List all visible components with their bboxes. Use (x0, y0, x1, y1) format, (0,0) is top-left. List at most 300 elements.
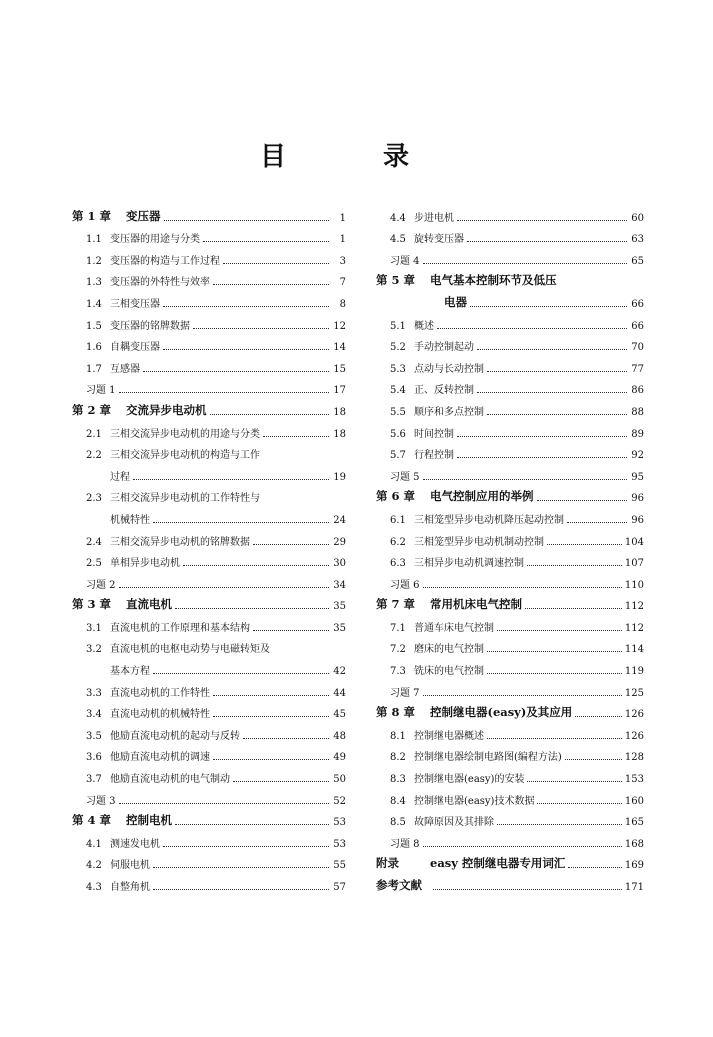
toc-section-entry (72, 440, 346, 462)
toc-entry-number: 第 5 章 (376, 273, 416, 288)
dot-leader (525, 608, 622, 609)
toc-page-number: 169 (624, 860, 644, 872)
toc-page-number: 18 (333, 428, 346, 440)
toc-entry-title: 手动控制起动 (414, 342, 474, 354)
toc-section-entry (72, 353, 346, 375)
toc-page-number: 7 (339, 277, 346, 289)
toc-page-number: 19 (333, 471, 346, 483)
toc-entry-number: 6.3 (390, 558, 406, 570)
toc-chapter-entry (376, 267, 644, 289)
toc-page-number: 60 (631, 212, 644, 224)
toc-section-entry (72, 634, 346, 656)
toc-chapter-entry (72, 591, 346, 613)
toc-entry-number: 1.4 (86, 298, 102, 310)
dot-leader (477, 392, 627, 393)
toc-exercise-entry (376, 461, 644, 483)
toc-section-entry (376, 224, 644, 246)
toc-entry-title: 他励直流电动机的电气制动 (110, 774, 230, 786)
toc-entry-title: 控制继电器(easy)的安装 (414, 774, 525, 786)
toc-entry-number: 第 7 章 (376, 597, 416, 612)
toc-column-left (72, 202, 346, 893)
toc-page-number: 104 (624, 536, 644, 548)
toc-page-number: 35 (333, 622, 346, 634)
toc-page-number: 57 (333, 882, 346, 893)
toc-entry-title: 习题 2 (86, 579, 116, 591)
toc-entry-title: 基本方程 (110, 666, 150, 678)
toc-entry-title: 三相交流异步电动机的用途与分类 (110, 428, 260, 440)
dot-leader (497, 824, 622, 825)
dot-leader (163, 846, 329, 847)
toc-section-entry (376, 655, 644, 677)
toc-entry-number: 1.7 (86, 363, 102, 375)
toc-entry-number: 5.3 (390, 363, 406, 375)
toc-chapter-entry (376, 591, 644, 613)
toc-chapter-entry (376, 699, 644, 721)
toc-section-entry (376, 548, 644, 570)
toc-entry-title: 自整角机 (110, 882, 150, 893)
toc-entry-title: 控制继电器绘制电路图(编程方法) (414, 752, 562, 764)
toc-entry-number: 3.1 (86, 622, 102, 634)
toc-entry-number: 7.2 (390, 644, 406, 656)
toc-page-number: 29 (333, 536, 346, 548)
toc-page-number: 96 (631, 493, 644, 505)
dot-leader (263, 436, 329, 437)
toc-entry-title: 步进电机 (414, 212, 454, 224)
toc-page-number: 171 (624, 882, 644, 893)
toc-entry-title: 变压器的外特性与效率 (110, 277, 210, 289)
toc-entry-title: 控制电机 (126, 813, 172, 828)
toc-entry-title: 铣床的电气控制 (414, 666, 484, 678)
toc-entry-title: 过程 (110, 471, 130, 483)
dot-leader (253, 544, 329, 545)
dot-leader (537, 803, 621, 804)
toc-entry-title: 直流电机的工作原理和基本结构 (110, 622, 250, 634)
toc-exercise-entry (72, 569, 346, 591)
toc-section-entry (376, 418, 644, 440)
toc-page-number: 168 (624, 838, 644, 850)
toc-page-number: 24 (333, 514, 346, 526)
toc-entry-title: 直流电动机的工作特性 (110, 687, 210, 699)
toc-entry-number: 5.2 (390, 342, 406, 354)
toc-section-entry (376, 526, 644, 548)
toc-section-entry (376, 353, 644, 375)
toc-entry-number: 第 2 章 (72, 402, 112, 417)
dot-leader (423, 479, 627, 480)
toc-entry-number: 4.3 (86, 882, 102, 893)
dot-leader (223, 263, 329, 264)
toc-entry-title: 变压器的构造与工作过程 (110, 255, 220, 267)
toc-entry-number: 2.4 (86, 536, 102, 548)
toc-section-entry (376, 612, 644, 634)
toc-page-number: 126 (624, 709, 644, 721)
toc-page-number: 1 (339, 234, 346, 246)
toc-entry-number: 6.2 (390, 536, 406, 548)
toc-entry-title: 直流电机的电枢电动势与电磁转矩及 (110, 644, 270, 656)
toc-entry-title: 控制继电器(easy)及其应用 (430, 705, 573, 720)
toc-page-number: 70 (631, 342, 644, 354)
toc-entry-title: 交流异步电动机 (126, 402, 207, 417)
toc-section-entry (72, 526, 346, 548)
dot-leader (497, 630, 622, 631)
toc-entry-title: 习题 8 (390, 838, 420, 850)
toc-entry-number: 6.1 (390, 514, 406, 526)
toc-page-number: 1 (339, 212, 346, 224)
toc-section-entry (376, 504, 644, 526)
dot-leader (457, 220, 627, 221)
toc-section-entry (376, 288, 644, 310)
toc-section-entry (72, 828, 346, 850)
toc-section-entry (376, 440, 644, 462)
toc-entry-number: 8.3 (390, 774, 406, 786)
toc-section-entry (72, 612, 346, 634)
toc-entry-number: 第 6 章 (376, 489, 416, 504)
toc-entry-number: 5.6 (390, 428, 406, 440)
toc-page-number: 126 (624, 730, 644, 742)
dot-leader (537, 500, 628, 501)
toc-page-number: 112 (624, 601, 644, 613)
toc-entry-title: 普通车床电气控制 (414, 622, 494, 634)
dot-leader (119, 587, 329, 588)
toc-section-entry (72, 483, 346, 505)
toc-entry-number: 1.6 (86, 342, 102, 354)
dot-leader (567, 522, 627, 523)
toc-entry-title: 三相交流异步电动机的铭牌数据 (110, 536, 250, 548)
dot-leader (153, 889, 329, 890)
toc-entry-number: 3.7 (86, 774, 102, 786)
toc-exercise-entry (376, 245, 644, 267)
toc-page-number: 53 (333, 838, 346, 850)
dot-leader (143, 371, 329, 372)
toc-entry-number: 2.3 (86, 493, 102, 505)
dot-leader (153, 673, 329, 674)
toc-section-entry (72, 871, 346, 893)
toc-entry-title: 磨床的电气控制 (414, 644, 484, 656)
dot-leader (119, 803, 329, 804)
toc-page-number: 30 (333, 558, 346, 570)
toc-entry-title: 电气控制应用的举例 (430, 489, 534, 504)
toc-entry-title: easy 控制继电器专用词汇 (430, 856, 566, 871)
toc-section-entry (376, 720, 644, 742)
dot-leader (175, 608, 329, 609)
toc-entry-number: 8.1 (390, 730, 406, 742)
toc-page-number: 14 (333, 342, 346, 354)
dot-leader (433, 889, 622, 890)
toc-entry-number: 3.6 (86, 752, 102, 764)
dot-leader (183, 565, 329, 566)
toc-entry-number: 2.1 (86, 428, 102, 440)
dot-leader (210, 414, 330, 415)
toc-section-entry (72, 224, 346, 246)
toc-exercise-entry (72, 375, 346, 397)
toc-page-number: 66 (631, 298, 644, 310)
toc-entry-title: 直流电动机的机械特性 (110, 709, 210, 721)
toc-entry-title: 三相笼型异步电动机制动控制 (414, 536, 544, 548)
toc-entry-title: 三相笼型异步电动机降压起动控制 (414, 514, 564, 526)
toc-entry-title: 变压器的用途与分类 (110, 234, 200, 246)
toc-entry-title: 旋转变压器 (414, 234, 464, 246)
toc-entry-number: 1.2 (86, 255, 102, 267)
dot-leader (565, 759, 622, 760)
toc-page-number: 96 (631, 514, 644, 526)
dot-leader (423, 695, 622, 696)
toc-section-entry (376, 332, 644, 354)
toc-entry-title: 变压器的铭牌数据 (110, 320, 190, 332)
toc-entry-number: 4.4 (390, 212, 406, 224)
toc-entry-number: 3.3 (86, 687, 102, 699)
toc-chapter-entry (376, 850, 644, 872)
toc-section-entry (72, 461, 346, 483)
toc-page-number: 107 (624, 558, 644, 570)
toc-entry-number: 附录 (376, 856, 399, 871)
toc-page-number: 89 (631, 428, 644, 440)
toc-section-entry (376, 310, 644, 332)
toc-entry-title: 习题 4 (390, 255, 420, 267)
toc-section-entry (72, 267, 346, 289)
toc-entry-title: 直流电机 (126, 597, 172, 612)
toc-chapter-entry (72, 807, 346, 829)
dot-leader (163, 306, 329, 307)
toc-entry-title: 伺服电机 (110, 860, 150, 872)
toc-page-number: 63 (631, 234, 644, 246)
toc-page-number: 125 (624, 687, 644, 699)
toc-entry-number: 7.1 (390, 622, 406, 634)
toc-page-number: 77 (631, 363, 644, 375)
toc-entry-title: 他励直流电动机的起动与反转 (110, 730, 240, 742)
toc-section-entry (72, 310, 346, 332)
toc-entry-number: 2.5 (86, 558, 102, 570)
toc-page-number: 49 (333, 752, 346, 764)
toc-entry-number: 5.1 (390, 320, 406, 332)
toc-page-number: 119 (624, 666, 644, 678)
toc-entry-title: 正、反转控制 (414, 385, 474, 397)
toc-entry-title: 互感器 (110, 363, 140, 375)
toc-page-number: 8 (339, 298, 346, 310)
toc-page-number: 110 (624, 579, 644, 591)
toc-page-number: 35 (333, 601, 346, 613)
dot-leader (164, 220, 330, 221)
toc-entry-number: 3.4 (86, 709, 102, 721)
toc-entry-title: 习题 7 (390, 687, 420, 699)
dot-leader (213, 716, 329, 717)
toc-entry-number: 参考文献 (376, 878, 422, 892)
toc-exercise-entry (376, 677, 644, 699)
toc-page-number: 53 (333, 817, 346, 829)
toc-page-number: 66 (631, 320, 644, 332)
dot-leader (423, 587, 622, 588)
toc-section-entry (376, 763, 644, 785)
toc-entry-title: 三相变压器 (110, 298, 160, 310)
toc-entry-title: 点动与长动控制 (414, 363, 484, 375)
toc-page-number: 45 (333, 709, 346, 721)
dot-leader (527, 781, 621, 782)
toc-entry-number: 5.4 (390, 385, 406, 397)
toc-section-entry (72, 742, 346, 764)
toc-chapter-entry (72, 202, 346, 224)
toc-page-number: 48 (333, 730, 346, 742)
dot-leader (457, 436, 627, 437)
dot-leader (153, 867, 329, 868)
toc-page-number: 112 (624, 622, 644, 634)
dot-leader (487, 673, 622, 674)
toc-page-number: 114 (624, 644, 644, 656)
toc-section-entry (72, 677, 346, 699)
toc-chapter-entry (376, 483, 644, 505)
dot-leader (470, 306, 627, 307)
toc-chapter-entry (72, 396, 346, 418)
toc-page-number: 34 (333, 579, 346, 591)
toc-exercise-entry (72, 785, 346, 807)
toc-entry-number: 4.2 (86, 860, 102, 872)
toc-entry-number: 5.5 (390, 406, 406, 418)
toc-entry-number: 8.2 (390, 752, 406, 764)
toc-entry-title: 机械特性 (110, 514, 150, 526)
toc-entry-number: 3.2 (86, 644, 102, 656)
dot-leader (253, 630, 329, 631)
toc-entry-number: 4.1 (86, 838, 102, 850)
toc-section-entry (72, 699, 346, 721)
toc-entry-number: 8.4 (390, 795, 406, 807)
toc-entry-title: 他励直流电动机的调速 (110, 752, 210, 764)
toc-section-entry (376, 742, 644, 764)
toc-section-entry (376, 375, 644, 397)
toc-section-entry (376, 807, 644, 829)
toc-page-number: 12 (333, 320, 346, 332)
dot-leader (119, 392, 329, 393)
dot-leader (547, 544, 622, 545)
toc-entry-title: 概述 (414, 320, 434, 332)
toc-page-number: 17 (333, 385, 346, 397)
toc-exercise-entry (376, 569, 644, 591)
dot-leader (153, 522, 329, 523)
toc-entry-number: 1.3 (86, 277, 102, 289)
dot-leader (243, 738, 329, 739)
toc-entry-number: 第 8 章 (376, 705, 416, 720)
toc-section-entry (72, 504, 346, 526)
toc-page-number: 15 (333, 363, 346, 375)
dot-leader (133, 479, 329, 480)
toc-entry-title: 行程控制 (414, 450, 454, 462)
toc-entry-number: 1.1 (86, 234, 102, 246)
toc-entry-number: 第 4 章 (72, 813, 112, 828)
toc-page-number: 18 (333, 406, 346, 418)
toc-entry-title: 自耦变压器 (110, 342, 160, 354)
toc-entry-number: 第 3 章 (72, 597, 112, 612)
toc-page-number: 44 (333, 687, 346, 699)
toc-exercise-entry (376, 828, 644, 850)
toc-section-entry (72, 720, 346, 742)
toc-entry-title: 三相交流异步电动机的构造与工作 (110, 450, 260, 462)
dot-leader (423, 263, 627, 264)
toc-page-number: 88 (631, 406, 644, 418)
toc-entry-number: 7.3 (390, 666, 406, 678)
dot-leader (437, 328, 627, 329)
toc-section-entry (376, 396, 644, 418)
toc-page-number: 165 (624, 817, 644, 829)
dot-leader (213, 695, 329, 696)
toc-page-number: 42 (333, 666, 346, 678)
dot-leader (423, 846, 622, 847)
dot-leader (487, 414, 627, 415)
toc-section-entry (72, 418, 346, 440)
toc-page-number: 128 (624, 752, 644, 764)
toc-section-entry (72, 332, 346, 354)
toc-entry-number: 3.5 (86, 730, 102, 742)
toc-section-entry (376, 785, 644, 807)
toc-entry-title: 变压器 (126, 208, 161, 223)
toc-entry-title: 三相异步电动机调速控制 (414, 558, 524, 570)
dot-leader (213, 284, 329, 285)
dot-leader (163, 349, 329, 350)
toc-section-entry (376, 634, 644, 656)
dot-leader (575, 716, 622, 717)
toc-entry-title: 控制继电器(easy)技术数据 (414, 795, 535, 807)
toc-entry-number: 第 1 章 (72, 208, 112, 223)
dot-leader (487, 738, 622, 739)
toc-entry-title: 三相交流异步电动机的工作特性与 (110, 493, 260, 505)
toc-page-number: 92 (631, 450, 644, 462)
toc-entry-title: 测速发电机 (110, 838, 160, 850)
dot-leader (203, 241, 329, 242)
dot-leader (175, 824, 329, 825)
toc-entry-title: 单相异步电动机 (110, 558, 180, 570)
toc-page-number: 153 (624, 774, 644, 786)
dot-leader (487, 651, 622, 652)
dot-leader (487, 371, 627, 372)
dot-leader (467, 241, 627, 242)
toc-page-number: 50 (333, 774, 346, 786)
toc-entry-title: 习题 3 (86, 795, 116, 807)
toc-entry-title: 常用机床电气控制 (430, 597, 522, 612)
toc-page-number: 160 (624, 795, 644, 807)
toc-page-number: 86 (631, 385, 644, 397)
dot-leader (527, 565, 622, 566)
toc-entry-title: 控制继电器概述 (414, 730, 484, 742)
toc-entry-number: 5.7 (390, 450, 406, 462)
dot-leader (233, 781, 329, 782)
toc-entry-number: 4.5 (390, 234, 406, 246)
toc-entry-title: 时间控制 (414, 428, 454, 440)
toc-page-number: 52 (333, 795, 346, 807)
dot-leader (477, 349, 627, 350)
toc-page-number: 3 (339, 255, 346, 267)
toc-entry-title: 习题 6 (390, 579, 420, 591)
dot-leader (213, 759, 329, 760)
toc-chapter-entry (376, 871, 644, 893)
toc-entry-title: 电器 (444, 294, 467, 309)
toc-section-entry (72, 655, 346, 677)
toc-column-right (376, 202, 644, 893)
toc-entry-title: 故障原因及其排除 (414, 817, 494, 829)
toc-section-entry (72, 288, 346, 310)
toc-entry-number: 1.5 (86, 320, 102, 332)
toc-section-entry (376, 202, 644, 224)
toc-page-number: 65 (631, 255, 644, 267)
toc-page-number: 95 (631, 471, 644, 483)
dot-leader (568, 867, 621, 868)
toc-section-entry (72, 850, 346, 872)
toc-entry-title: 顺序和多点控制 (414, 406, 484, 418)
toc-section-entry (72, 763, 346, 785)
toc-entry-title: 习题 5 (390, 471, 420, 483)
toc-entry-title: 习题 1 (86, 385, 116, 397)
toc-section-entry (72, 548, 346, 570)
dot-leader (457, 457, 627, 458)
dot-leader (193, 328, 329, 329)
toc-entry-number: 2.2 (86, 450, 102, 462)
toc-page-number: 55 (333, 860, 346, 872)
toc-entry-number: 8.5 (390, 817, 406, 829)
toc-section-entry (72, 245, 346, 267)
